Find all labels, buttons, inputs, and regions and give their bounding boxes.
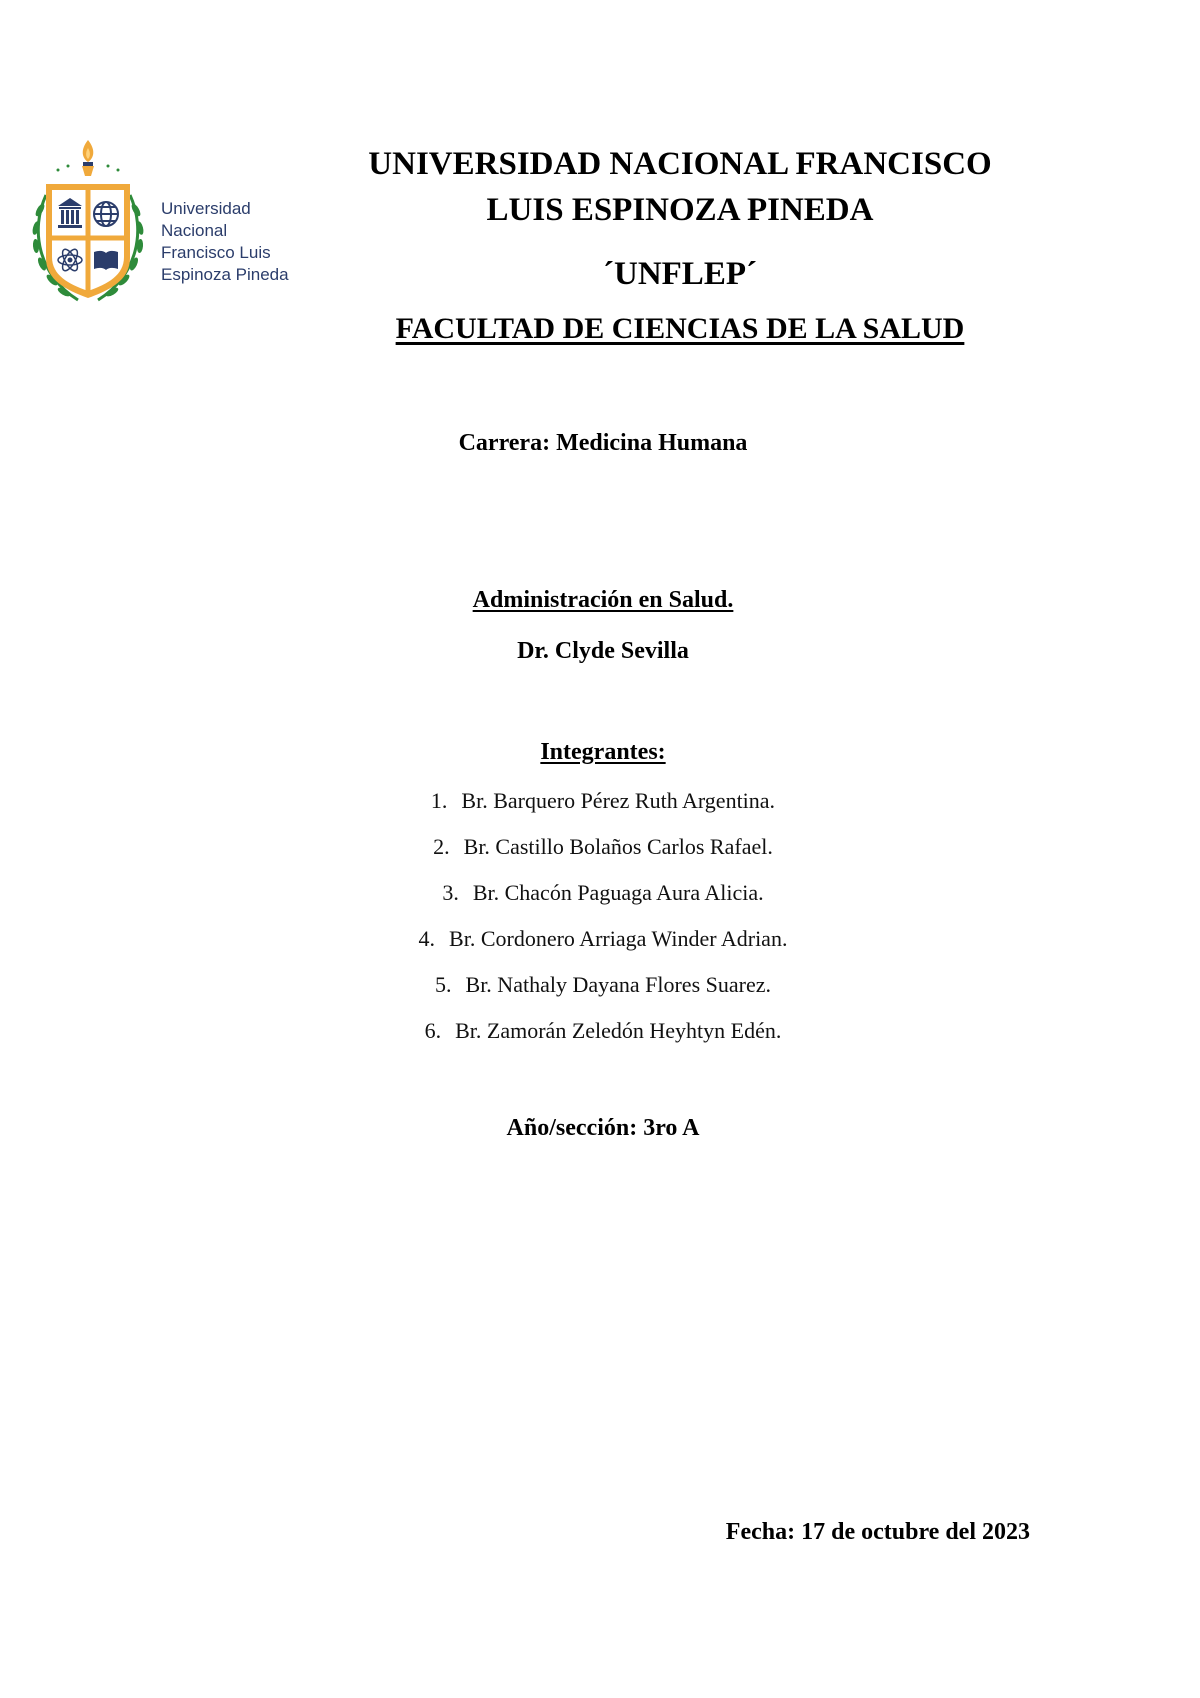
date-line <box>726 1517 1030 1547</box>
member-name: Br. Barquero Pérez Ruth Argentina. <box>461 788 776 813</box>
member-number: 3. <box>442 880 459 905</box>
career-value: Medicina Humana <box>556 430 748 456</box>
year-section-value: 3ro A <box>643 1115 700 1141</box>
list-item <box>0 878 1200 924</box>
logo-text-line: Francisco Luis <box>161 243 271 262</box>
year-section-label: Año/sección: <box>506 1115 638 1141</box>
university-name-line-1: UNIVERSIDAD NACIONAL FRANCISCO <box>368 146 992 182</box>
logo-text-line: Nacional <box>161 221 228 240</box>
member-number: 2. <box>433 834 450 859</box>
course-teacher: Dr. Clyde Sevilla <box>517 638 689 664</box>
member-number: 1. <box>430 788 448 813</box>
university-name-line-2: LUIS ESPINOZA PINEDA <box>486 192 874 228</box>
university-logo-wordmark <box>161 198 289 286</box>
member-number: 6. <box>424 1018 442 1043</box>
logo-text-line: Universidad <box>161 199 251 218</box>
career-label: Carrera: <box>458 430 551 456</box>
logo-text-line: Espinoza Pineda <box>161 265 289 284</box>
member-name: Br. Cordonero Arriaga Winder Adrian. <box>449 926 788 951</box>
list-item <box>0 786 1200 832</box>
date-value: 17 de octubre del 2023 <box>801 1519 1030 1545</box>
list-item <box>0 924 1200 970</box>
member-number: 4. <box>418 926 436 951</box>
members-title: Integrantes: <box>540 739 666 765</box>
members-list <box>0 786 1200 1062</box>
member-name: Br. Zamorán Zeledón Heyhtyn Edén. <box>455 1018 782 1043</box>
member-name: Br. Chacón Paguaga Aura Alicia. <box>472 880 764 905</box>
member-name: Br. Nathaly Dayana Flores Suarez. <box>465 972 771 997</box>
university-acronym: ´UNFLEP´ <box>603 256 757 292</box>
list-item <box>0 970 1200 1016</box>
year-section-line <box>0 1113 1200 1143</box>
career-line <box>0 428 1200 458</box>
university-logo <box>28 140 298 320</box>
member-number: 5. <box>435 972 452 997</box>
member-name: Br. Castillo Bolaños Carlos Rafael. <box>463 834 773 859</box>
faculty-title: FACULTAD DE CIENCIAS DE LA SALUD <box>395 312 965 345</box>
list-item <box>0 1016 1200 1062</box>
date-label: Fecha: <box>725 1519 796 1545</box>
university-crest-icon <box>28 140 158 320</box>
course-subject: Administración en Salud. <box>472 587 734 613</box>
list-item <box>0 832 1200 878</box>
